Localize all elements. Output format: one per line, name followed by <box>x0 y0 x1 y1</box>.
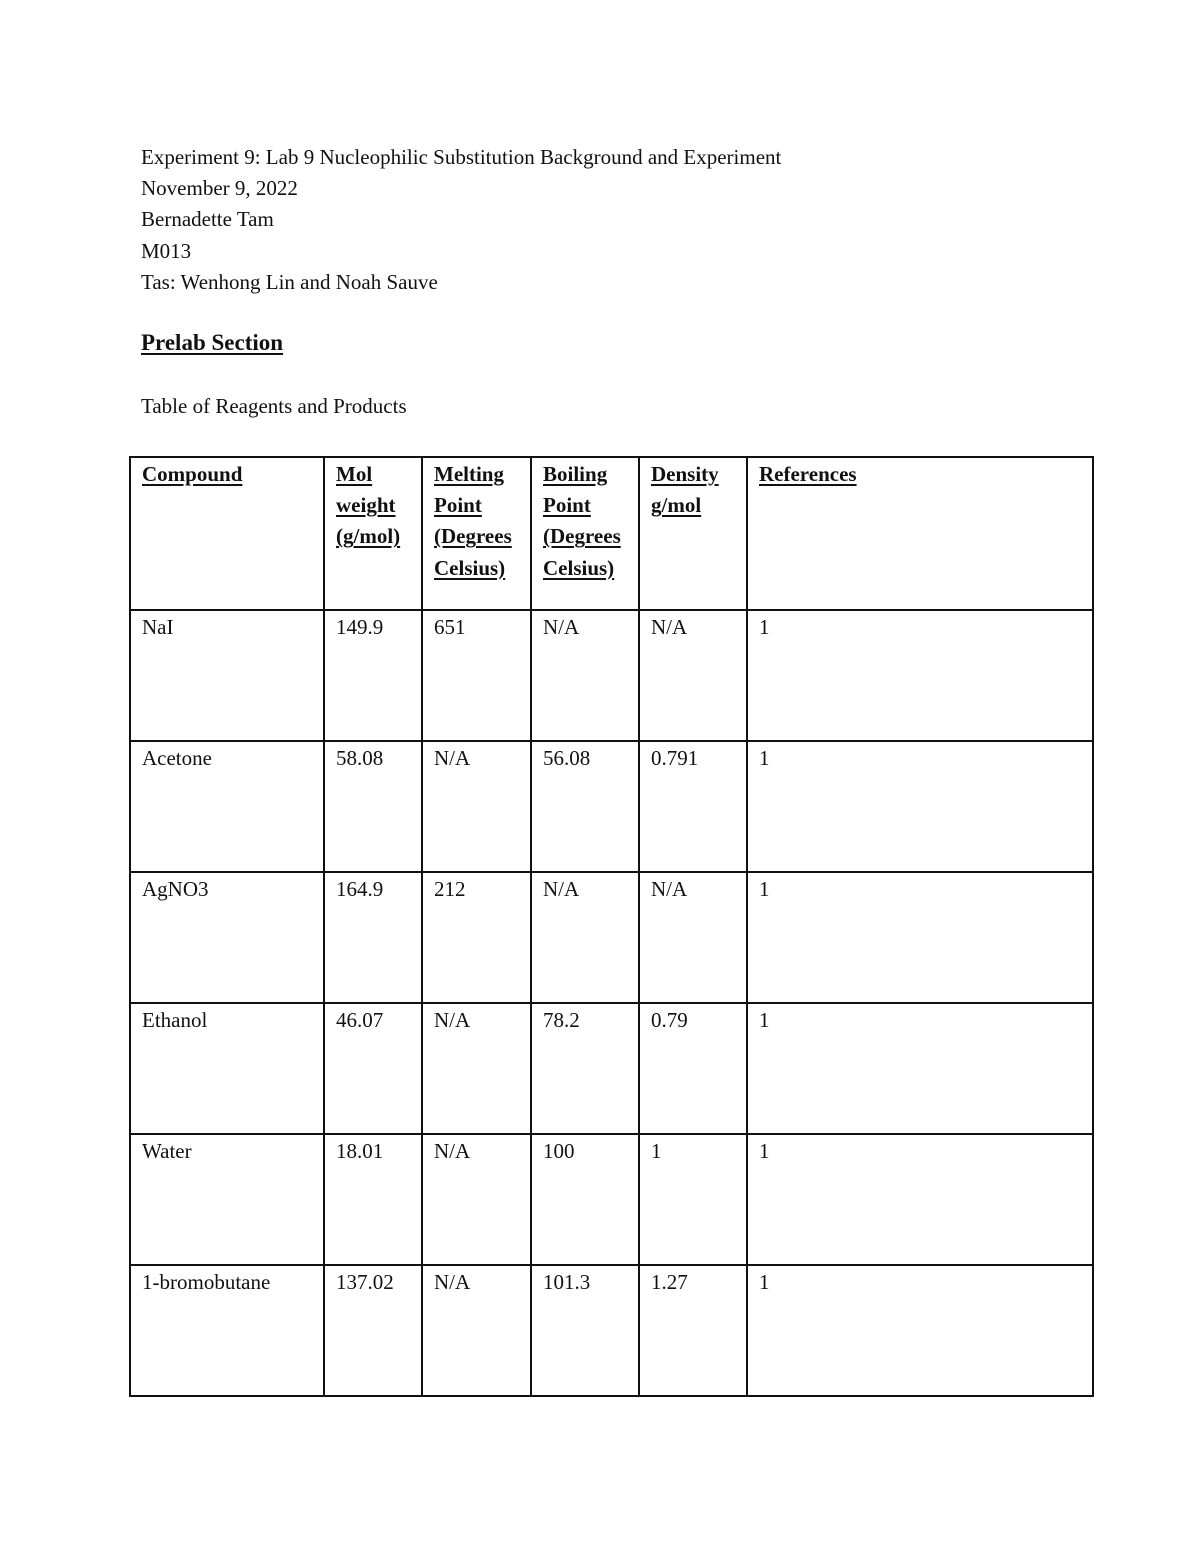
table-row <box>130 1134 1093 1265</box>
cell-mol-weight: 149.9 <box>324 610 422 741</box>
cell-references: 1 <box>747 1265 1093 1396</box>
column-header-density: Density g/mol <box>639 457 747 610</box>
cell-mol-weight: 137.02 <box>324 1265 422 1396</box>
cell-mol-weight: 46.07 <box>324 1003 422 1134</box>
section-heading: Prelab Section <box>141 330 284 355</box>
column-header-boiling-point: Boiling Point (Degrees Celsius) <box>531 457 639 610</box>
cell-boiling-point: 100 <box>531 1134 639 1265</box>
cell-boiling-point: N/A <box>531 872 639 1003</box>
cell-references: 1 <box>747 1134 1093 1265</box>
cell-boiling-point: 78.2 <box>531 1003 639 1134</box>
cell-melting-point: 651 <box>422 610 531 741</box>
cell-compound: NaI <box>130 610 324 741</box>
cell-boiling-point: 56.08 <box>531 741 639 872</box>
cell-compound: Water <box>130 1134 324 1265</box>
cell-mol-weight: 18.01 <box>324 1134 422 1265</box>
cell-compound: Acetone <box>130 741 324 872</box>
cell-density: 0.79 <box>639 1003 747 1134</box>
cell-references: 1 <box>747 872 1093 1003</box>
table-header-row <box>130 457 1093 610</box>
column-header-references: References <box>747 457 1093 610</box>
column-header-mol-weight: Mol weight (g/mol) <box>324 457 422 610</box>
cell-density: 0.791 <box>639 741 747 872</box>
cell-melting-point: N/A <box>422 1134 531 1265</box>
cell-compound: 1-bromobutane <box>130 1265 324 1396</box>
experiment-title: Experiment 9: Lab 9 Nucleophilic Substitution Background and Experiment <box>141 145 782 169</box>
document-header <box>141 142 781 298</box>
table-row <box>130 1265 1093 1396</box>
cell-compound: Ethanol <box>130 1003 324 1134</box>
cell-boiling-point: N/A <box>531 610 639 741</box>
column-header-melting-point: Melting Point (Degrees Celsius) <box>422 457 531 610</box>
cell-compound: AgNO3 <box>130 872 324 1003</box>
cell-references: 1 <box>747 1003 1093 1134</box>
cell-melting-point: N/A <box>422 741 531 872</box>
cell-references: 1 <box>747 610 1093 741</box>
table-row <box>130 872 1093 1003</box>
table-caption: Table of Reagents and Products <box>141 394 407 418</box>
reagents-table <box>129 456 1094 1397</box>
cell-mol-weight: 164.9 <box>324 872 422 1003</box>
cell-melting-point: 212 <box>422 872 531 1003</box>
column-header-compound: Compound <box>130 457 324 610</box>
student-name: Bernadette Tam <box>141 207 274 232</box>
cell-density: N/A <box>639 610 747 741</box>
cell-melting-point: N/A <box>422 1265 531 1396</box>
table-row <box>130 610 1093 741</box>
teaching-assistants: Tas: Wenhong Lin and Noah Sauve <box>141 269 438 294</box>
cell-mol-weight: 58.08 <box>324 741 422 872</box>
cell-melting-point: N/A <box>422 1003 531 1134</box>
cell-density: N/A <box>639 872 747 1003</box>
cell-references: 1 <box>747 741 1093 872</box>
table-row <box>130 1003 1093 1134</box>
cell-boiling-point: 101.3 <box>531 1265 639 1396</box>
cell-density: 1.27 <box>639 1265 747 1396</box>
date: November 9, 2022 <box>141 176 298 201</box>
table-row <box>130 741 1093 872</box>
section-code: M013 <box>141 238 192 263</box>
cell-density: 1 <box>639 1134 747 1265</box>
